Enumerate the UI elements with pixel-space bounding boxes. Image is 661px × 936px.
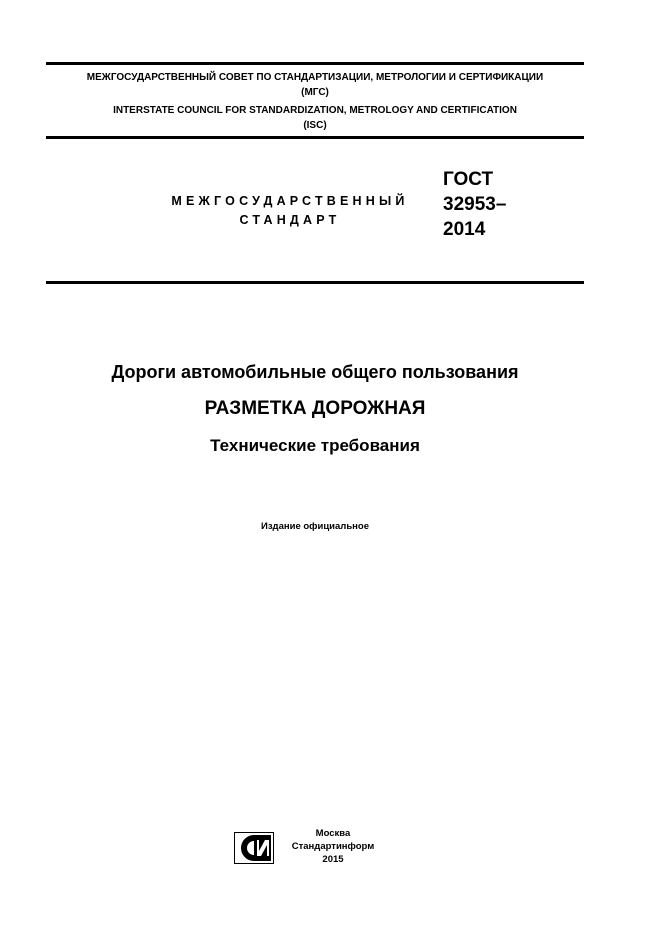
bottom-rule (46, 281, 584, 284)
council-name-en: INTERSTATE COUNCIL FOR STANDARDIZATION, METROLOGY AND CERTIFICATION (113, 105, 517, 116)
council-abbr-ru: (МГС) (301, 87, 329, 98)
gost-label: ГОСТ (443, 169, 494, 190)
document-subtitle: Технические требования (210, 436, 420, 455)
document-title: Дороги автомобильные общего пользования (111, 362, 519, 382)
council-header (46, 70, 584, 133)
middle-rule (46, 136, 584, 139)
gost-designation (443, 167, 506, 242)
standard-kind (140, 192, 440, 230)
document-title-caps: РАЗМЕТКА ДОРОЖНАЯ (204, 398, 426, 419)
publisher-block (283, 827, 383, 866)
council-name-ru: МЕЖГОСУДАРСТВЕННЫЙ СОВЕТ ПО СТАНДАРТИЗАЦИИ, МЕТРОЛОГИИ И СЕРТИФИКАЦИИ (86, 72, 544, 83)
standartinform-logo-icon (234, 832, 274, 864)
gost-year: 2014 (443, 219, 486, 240)
gost-number: 32953– (443, 194, 507, 215)
top-rule (46, 62, 584, 65)
standard-kind-line1: МЕЖГОСУДАРСТВЕННЫЙ (171, 194, 409, 208)
publisher-name: Стандартинформ (291, 841, 375, 852)
standard-kind-line2: СТАНДАРТ (239, 213, 341, 227)
council-abbr-en: (ISC) (303, 120, 327, 131)
publisher-city: Москва (315, 828, 351, 839)
publisher-year: 2015 (322, 854, 344, 865)
edition-label: Издание официальное (261, 521, 369, 532)
